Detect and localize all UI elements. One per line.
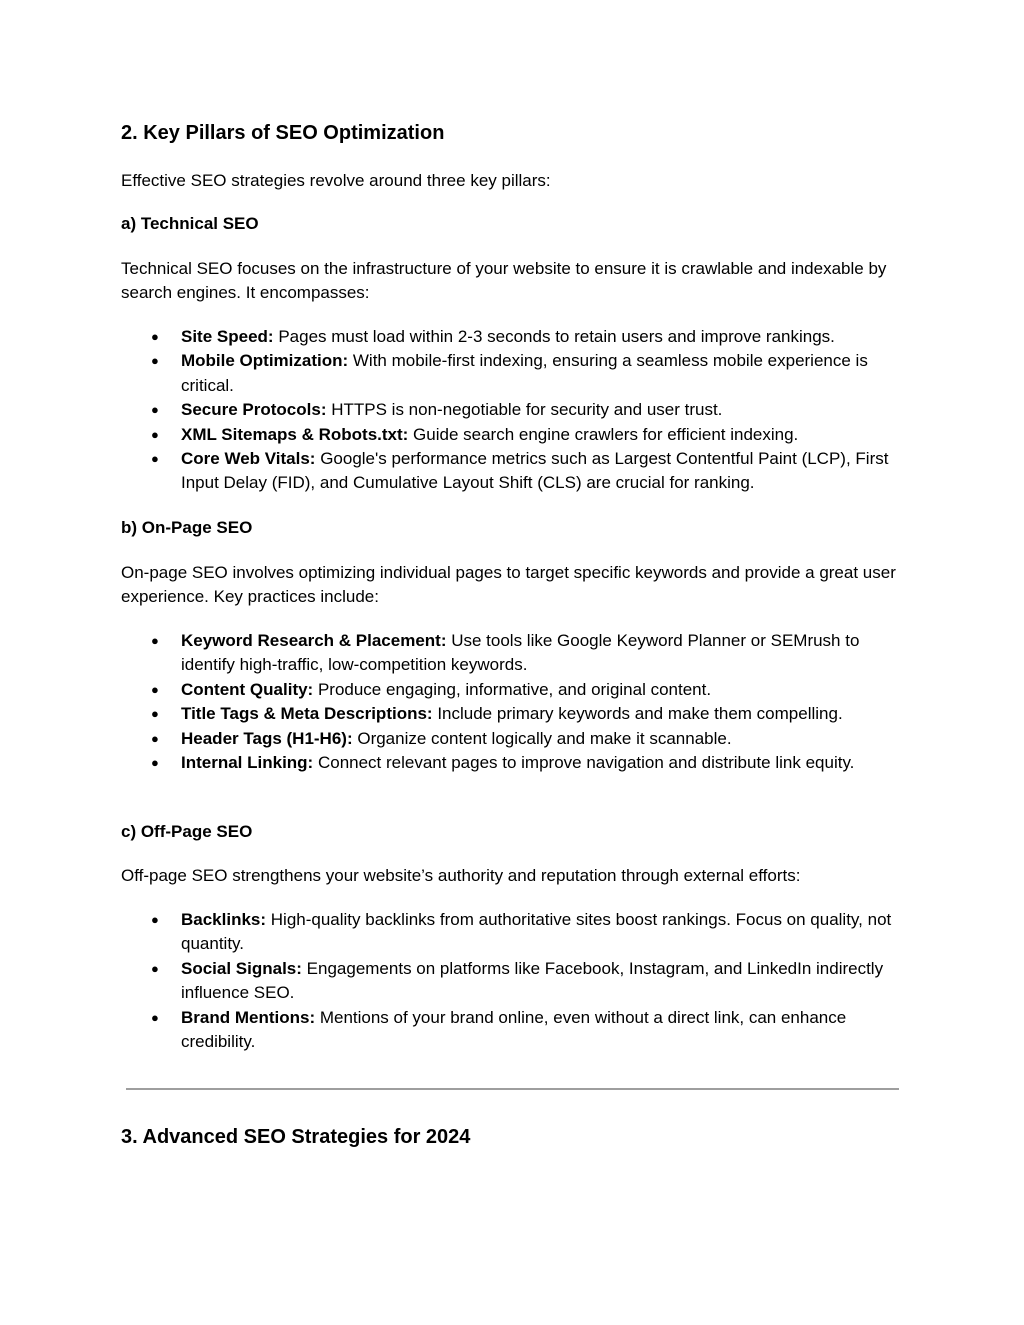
on-page-seo-list <box>121 629 903 775</box>
list-item <box>121 908 903 957</box>
technical-seo-list <box>121 325 903 496</box>
bullet-icon: ● <box>151 1009 159 1025</box>
list-item-text: HTTPS is non-negotiable for security and user trust. <box>326 400 723 420</box>
list-item-text: Connect relevant pages to improve navigation and distribute link equity. <box>313 753 855 773</box>
list-item-text: Produce engaging, informative, and original content. <box>313 679 712 699</box>
bullet-icon: ● <box>151 426 159 442</box>
list-item <box>121 727 903 751</box>
list-item-text: With mobile-first indexing, ensuring a seamless mobile experience is critical. <box>181 351 868 395</box>
list-item-text: Include primary keywords and make them compelling. <box>432 704 843 724</box>
list-item-text: Mentions of your brand online, even without a direct link, can enhance credibility. <box>181 1007 847 1052</box>
section-3-heading: 3. Advanced SEO Strategies for 2024 <box>121 1126 471 1148</box>
bullet-icon: ● <box>151 402 159 418</box>
list-item-term: Core Web Vitals: <box>181 449 316 469</box>
list-item <box>121 325 903 349</box>
list-item <box>121 423 903 447</box>
section-2-intro: Effective SEO strategies revolve around three key pillars: <box>121 171 551 190</box>
technical-seo-heading: a) Technical SEO <box>121 214 259 233</box>
list-item-text: Guide search engine crawlers for efficient indexing. <box>408 424 799 444</box>
bullet-icon: ● <box>151 960 159 976</box>
bullet-icon: ● <box>151 681 159 697</box>
list-item-text: High-quality backlinks from authoritative sites boost rankings. Focus on quality, not quantity. <box>181 910 892 954</box>
bullet-icon: ● <box>151 755 159 771</box>
list-item <box>121 1006 903 1055</box>
list-item <box>121 349 903 398</box>
list-item-text: Google's performance metrics such as Largest Contentful Paint (LCP), First Input Delay (FID), and Cumulative Layout Shift (CLS) are crucial for ranking. <box>181 449 889 493</box>
list-item <box>121 702 903 726</box>
list-item-term: Secure Protocols: <box>181 400 327 420</box>
on-page-seo-heading: b) On-Page SEO <box>121 518 253 537</box>
bullet-icon: ● <box>151 633 159 648</box>
off-page-seo-heading: c) Off-Page SEO <box>121 822 253 841</box>
horizontal-divider <box>126 1088 899 1090</box>
bullet-icon: ● <box>151 730 159 746</box>
list-item-term: Title Tags & Meta Descriptions: <box>181 704 433 724</box>
technical-seo-intro: Technical SEO focuses on the infrastructure of your website to ensure it is crawlable and indexable by search engines. It encompasses: <box>121 259 887 302</box>
list-item-term: Site Speed: <box>181 327 274 346</box>
list-item-text: Engagements on platforms like Facebook, Instagram, and LinkedIn indirectly influence SEO. <box>181 958 884 1003</box>
bullet-icon: ● <box>151 451 159 467</box>
list-item-term: Backlinks: <box>181 910 267 929</box>
list-item <box>121 447 903 496</box>
off-page-seo-intro: Off-page SEO strengthens your website’s authority and reputation through external efforts: <box>121 866 801 885</box>
section-2-heading: 2. Key Pillars of SEO Optimization <box>121 122 445 144</box>
list-item-term: Header Tags (H1-H6): <box>181 728 353 748</box>
bullet-icon: ● <box>151 706 159 722</box>
list-item-term: Keyword Research & Placement: <box>181 631 447 650</box>
list-item-term: Social Signals: <box>181 958 302 978</box>
list-item <box>121 629 903 678</box>
off-page-seo-list <box>121 908 903 1054</box>
list-item-text: Pages must load within 2-3 seconds to retain users and improve rankings. <box>273 327 835 346</box>
list-item <box>121 398 903 422</box>
list-item <box>121 751 903 775</box>
bullet-icon: ● <box>151 912 159 927</box>
list-item-text: Use tools like Google Keyword Planner or SEMrush to identify high-traffic, low-competition keywords. <box>181 631 860 675</box>
list-item <box>121 957 903 1006</box>
list-item-term: XML Sitemaps & Robots.txt: <box>181 424 409 444</box>
list-item-term: Content Quality: <box>181 679 314 699</box>
bullet-icon: ● <box>151 353 159 369</box>
list-item-term: Mobile Optimization: <box>181 351 349 371</box>
list-item-term: Brand Mentions: <box>181 1007 316 1027</box>
list-item-text: Organize content logically and make it scannable. <box>352 728 732 748</box>
on-page-seo-intro: On-page SEO involves optimizing individual pages to target specific keywords and provide a great user experience. Key practices include: <box>121 563 896 606</box>
bullet-icon: ● <box>151 329 159 344</box>
list-item <box>121 678 903 702</box>
list-item-term: Internal Linking: <box>181 753 314 773</box>
